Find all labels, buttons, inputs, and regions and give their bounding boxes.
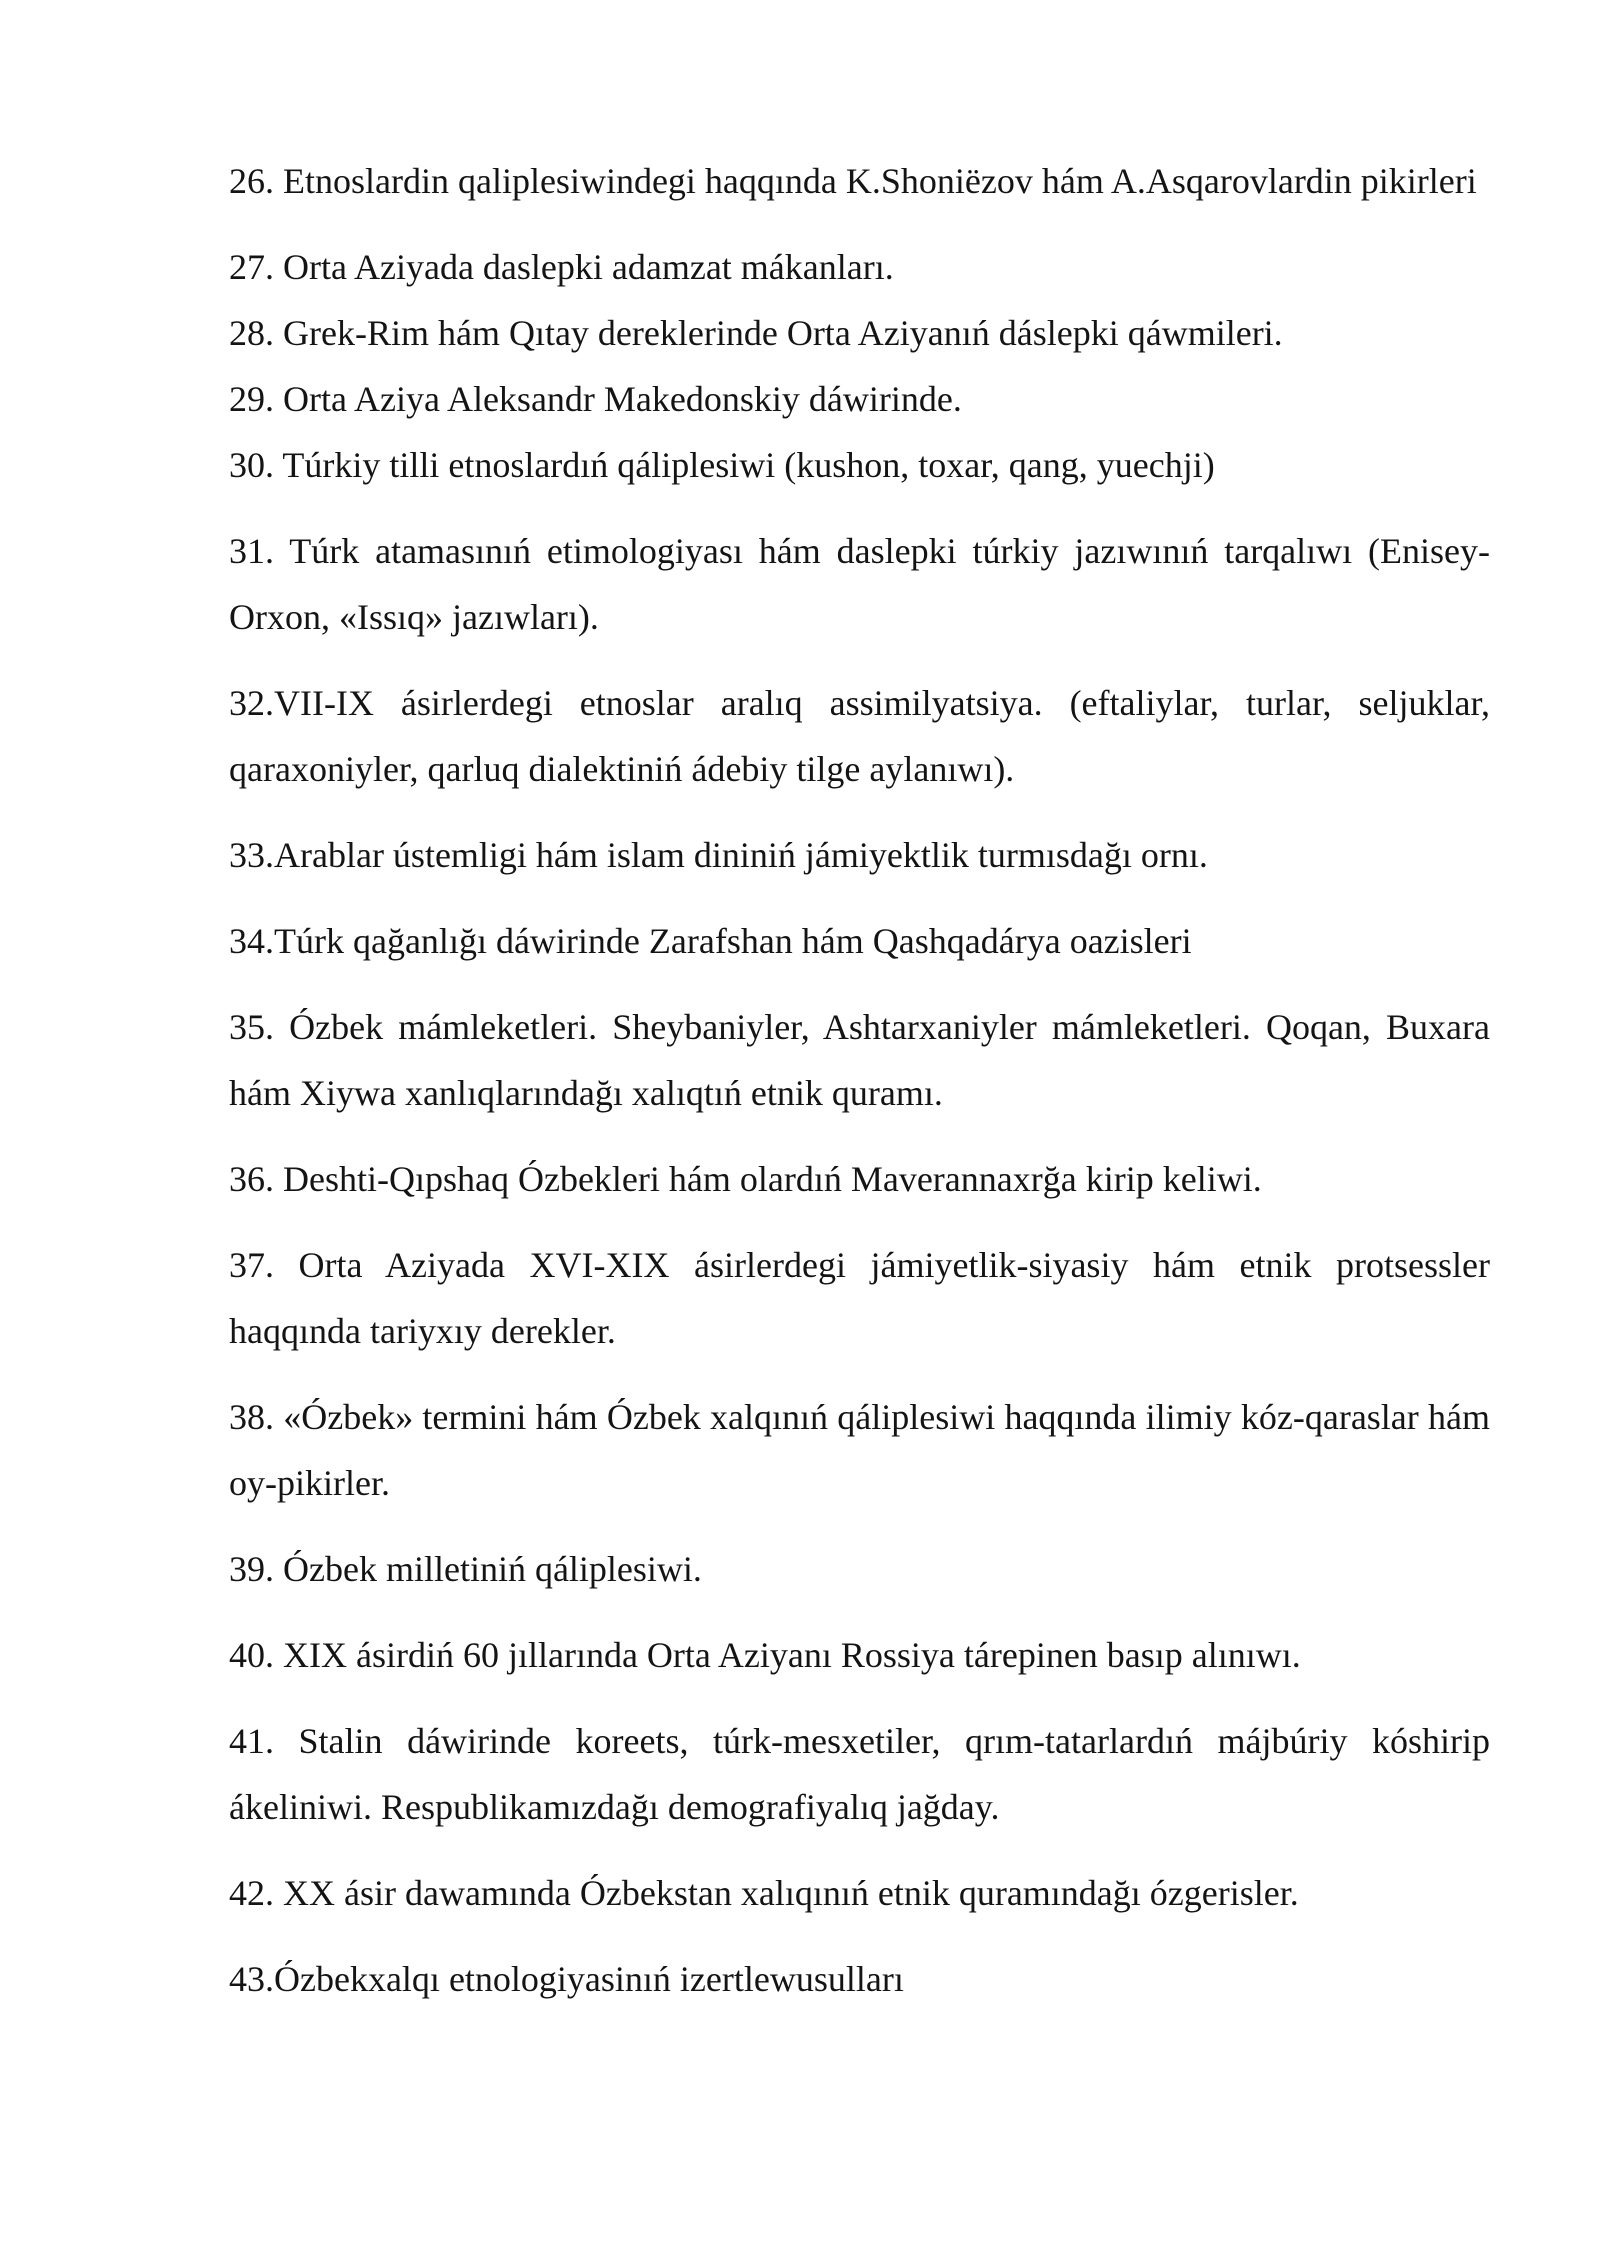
list-item-35: 35. Ózbek mámleketleri. Sheybaniyler, Ashtarxaniyler mámleketleri. Qoqan, Buxara hám Xiywa xanlıqlarındağı xalıqtıń etnik quramı. [229,1007,1490,1113]
list-item-41: 41. Stalin dáwirinde koreets, túrk-mesxetiler, qrım-tatarlardıń májbúriy kóshirip ákeliniwi. Respublikamızdağı demografiyalıq jağday. [229,1721,1490,1827]
list-item-31: 31. Túrk atamasınıń etimologiyası hám daslepki túrkiy jazıwınıń tarqalıwı (Enisey-Orxon, «Issıq» jazıwları). [229,531,1490,637]
list-item-30: 30. Túrkiy tilli etnoslardıń qáliplesiwi (kushon, toxar, qang, yuechji) [229,445,1215,485]
list-item-40: 40. XIX ásirdiń 60 jıllarında Orta Aziyanı Rossiya tárepinen basıp alınıwı. [229,1635,1301,1675]
question-list [229,148,1490,2012]
list-item-29: 29. Orta Aziya Aleksandr Makedonskiy dáwirinde. [229,379,962,419]
list-item-26: 26. Etnoslardin qaliplesiwindegi haqqında K.Shoniëzov hám A.Asqarovlardin pikirleri [229,161,1477,201]
list-item-27: 27. Orta Aziyada daslepki adamzat mákanları. [229,247,894,287]
list-item-32: 32.VII-IX ásirlerdegi etnoslar aralıq assimilyatsiya. (eftaliylar, turlar, seljuklar, qaraxoniyler, qarluq dialektiniń ádebiy tilge aylanıwı). [229,683,1490,789]
list-item-43: 43.Ózbekxalqı etnologiyasinıń izertlewusulları [229,1959,904,1999]
list-item-39: 39. Ózbek milletiniń qáliplesiwi. [229,1549,702,1589]
list-item-36: 36. Deshti-Qıpshaq Ózbekleri hám olardıń Maverannaxrğa kirip keliwi. [229,1159,1262,1199]
list-item-38: 38. «Ózbek» termini hám Ózbek xalqınıń qáliplesiwi haqqında ilimiy kóz-qaraslar hám oy-pikirler. [229,1397,1490,1503]
list-item-33: 33.Arablar ústemligi hám islam dininiń jámiyektlik turmısdağı ornı. [229,835,1208,875]
list-item-37: 37. Orta Aziyada XVI-XIX ásirlerdegi jámiyetlik-siyasiy hám etnik protsessler haqqında tariyxıy derekler. [229,1245,1490,1351]
list-item-42: 42. XX ásir dawamında Ózbekstan xalıqınıń etnik quramındağı ózgerisler. [229,1873,1299,1913]
list-item-28: 28. Grek-Rim hám Qıtay dereklerinde Orta Aziyanıń dáslepki qáwmileri. [229,313,1283,353]
list-item-34: 34.Túrk qağanlığı dáwirinde Zarafshan hám Qashqadárya oazisleri [229,921,1192,961]
